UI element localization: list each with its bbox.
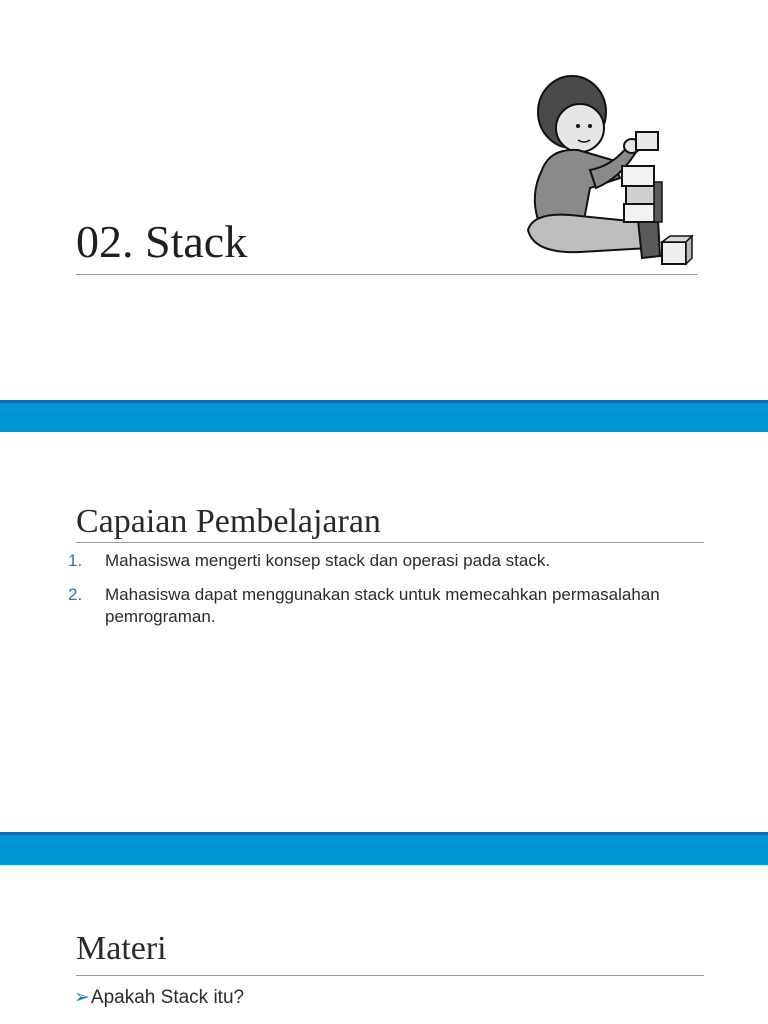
slide-material xyxy=(0,865,768,1024)
slide-title-text: 02. Stack xyxy=(76,216,248,267)
list-number: 2. xyxy=(68,585,83,604)
arrow-bullet-icon: ➢ xyxy=(74,987,90,1008)
list-item xyxy=(68,550,688,572)
slide-separator xyxy=(0,832,768,865)
slide-learning-outcomes xyxy=(0,432,768,832)
section-heading: Materi xyxy=(76,930,167,967)
slide-title xyxy=(0,0,768,400)
slide-separator xyxy=(0,400,768,432)
list-number: 1. xyxy=(68,551,83,570)
heading-divider xyxy=(76,542,704,543)
list-item-text: Mahasiswa mengerti konsep stack dan operasi pada stack. xyxy=(105,551,551,570)
bullet-item xyxy=(74,985,244,1011)
title-divider xyxy=(76,274,698,275)
bullet-text: Apakah Stack itu? xyxy=(90,987,245,1008)
section-heading: Capaian Pembelajaran xyxy=(76,503,381,540)
child-stacking-blocks-icon xyxy=(520,70,700,270)
heading-divider xyxy=(76,975,704,976)
list-item-text: Mahasiswa dapat menggunakan stack untuk memecahkan permasalahan pemrograman. xyxy=(105,585,660,626)
list-item xyxy=(68,584,688,628)
outcome-list xyxy=(68,550,688,640)
